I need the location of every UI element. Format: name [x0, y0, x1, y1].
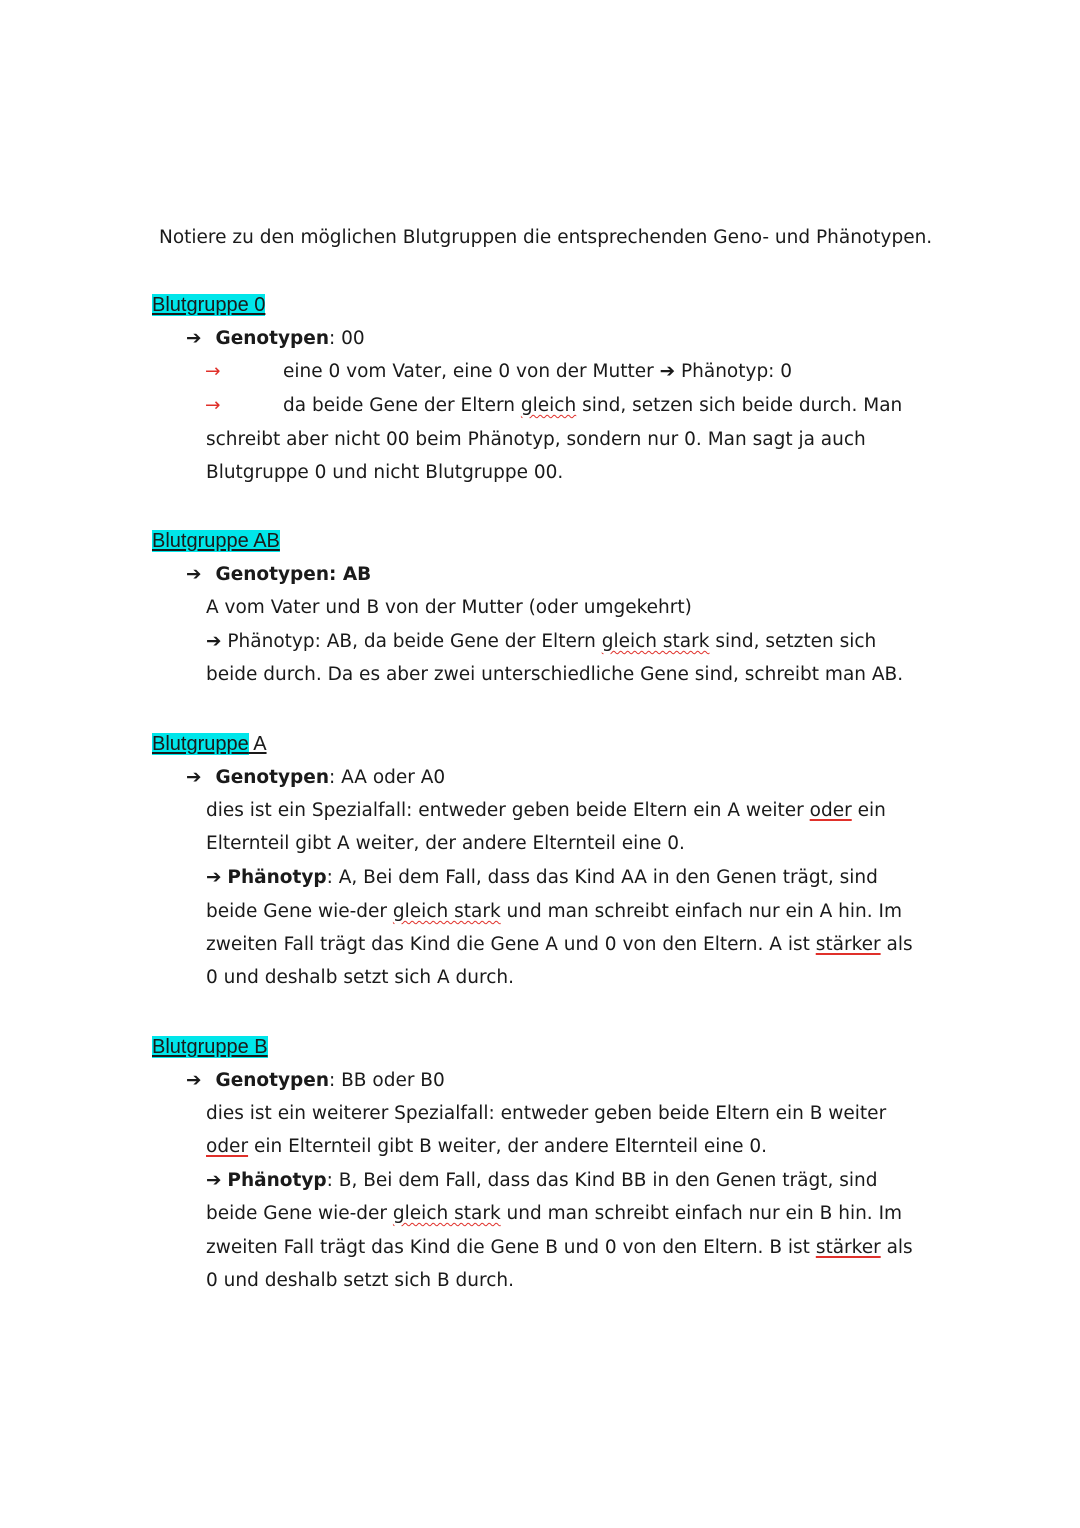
genotype-value: : AA oder A0 — [329, 767, 446, 788]
g0-line1: eine 0 vom Vater, eine 0 von der Mutter ➔ Phänotyp: 0 — [283, 361, 793, 382]
spellcheck-word: oder — [206, 1136, 249, 1157]
text: als — [880, 1237, 913, 1258]
arrow-icon: ➔ — [186, 564, 202, 585]
spellcheck-word: gleich stark — [601, 631, 710, 652]
g0-line3: schreibt aber nicht 00 beim Phänotyp, sondern nur 0. Man sagt ja auch — [206, 429, 866, 450]
heading-text: A — [248, 733, 267, 755]
gab-line2 — [206, 630, 876, 654]
genotype-line-b — [186, 1069, 445, 1093]
gb-line3 — [206, 1169, 878, 1193]
text: : B, Bei dem Fall, dass das Kind BB in den Genen trägt, sind — [326, 1170, 878, 1191]
genotype-value: : BB oder B0 — [329, 1070, 445, 1091]
intro-text: Notiere zu den möglichen Blutgruppen die entsprechenden Geno- und Phänotypen. — [159, 227, 933, 248]
text: dies ist ein Spezialfall: entweder geben beide Eltern ein A weiter — [206, 800, 810, 821]
arrow-icon: ➔ — [206, 631, 222, 652]
heading-blutgruppe-b — [152, 1035, 268, 1060]
arrow-icon: ➔ — [206, 1170, 222, 1191]
spellcheck-word: gleich — [520, 395, 577, 416]
ga-line6: 0 und deshalb setzt sich A durch. — [206, 967, 514, 988]
text: da beide Gene der Eltern — [283, 395, 521, 416]
red-arrow-icon: → — [205, 395, 221, 416]
ga-line4 — [206, 900, 902, 924]
heading-blutgruppe-a — [152, 732, 267, 757]
genotype-label: Genotypen: AB — [215, 564, 372, 585]
heading-text: Blutgruppe AB — [152, 530, 280, 552]
heading-blutgruppe-ab — [152, 529, 280, 554]
phenotype-label: Phänotyp — [227, 867, 327, 888]
spellcheck-word: oder — [809, 800, 852, 821]
text: ein — [851, 800, 886, 821]
phenotype-label: Phänotyp — [227, 1170, 327, 1191]
text: ein Elternteil gibt B weiter, der andere Elternteil eine 0. — [248, 1136, 768, 1157]
text: zweiten Fall trägt das Kind die Gene B und 0 von den Eltern. B ist — [206, 1237, 816, 1258]
genotype-label: Genotypen — [215, 1070, 329, 1091]
genotype-line-a — [186, 766, 445, 790]
ga-line3 — [206, 866, 878, 890]
red-arrow-icon: → — [205, 361, 221, 382]
heading-blutgruppe-0 — [152, 293, 265, 318]
genotype-label: Genotypen — [215, 328, 329, 349]
gb-line6: 0 und deshalb setzt sich B durch. — [206, 1270, 515, 1291]
ga-line2: Elternteil gibt A weiter, der andere Elternteil eine 0. — [206, 833, 685, 854]
gab-line3: beide durch. Da es aber zwei unterschiedliche Gene sind, schreibt man AB. — [206, 664, 904, 685]
gb-line2 — [206, 1135, 767, 1159]
gb-line1: dies ist ein weiterer Spezialfall: entweder geben beide Eltern ein B weiter — [206, 1103, 887, 1124]
text: beide Gene wie-der — [206, 901, 393, 922]
text: Phänotyp: AB, da beide Gene der Eltern — [221, 631, 602, 652]
ga-line5 — [206, 933, 913, 957]
arrow-icon: ➔ — [206, 867, 222, 888]
spellcheck-word: gleich stark — [392, 901, 501, 922]
text: sind, setzen sich beide durch. Man — [576, 395, 903, 416]
g0-line2 — [283, 394, 902, 418]
text: und man schreibt einfach nur ein B hin. Im — [500, 1203, 903, 1224]
genotype-line-ab — [186, 563, 371, 587]
gb-line5 — [206, 1236, 913, 1260]
genotype-value: : 00 — [329, 328, 365, 349]
genotype-label: Genotypen — [215, 767, 329, 788]
gb-line4 — [206, 1202, 902, 1226]
text: und man schreibt einfach nur ein A hin. Im — [500, 901, 903, 922]
text: zweiten Fall trägt das Kind die Gene A und 0 von den Eltern. A ist — [206, 934, 816, 955]
arrow-icon: ➔ — [186, 1070, 202, 1091]
arrow-icon: ➔ — [186, 767, 202, 788]
heading-text: Blutgruppe 0 — [152, 294, 266, 316]
text: beide Gene wie-der — [206, 1203, 393, 1224]
spellcheck-word: stärker — [815, 934, 881, 955]
text: als — [880, 934, 913, 955]
heading-text: Blutgruppe B — [152, 1036, 268, 1058]
text: : A, Bei dem Fall, dass das Kind AA in den Genen trägt, sind — [326, 867, 878, 888]
ga-line1 — [206, 799, 886, 823]
spellcheck-word: gleich stark — [392, 1203, 501, 1224]
arrow-icon: ➔ — [186, 328, 202, 349]
text: sind, setzten sich — [709, 631, 877, 652]
genotype-line-0 — [186, 327, 365, 351]
spellcheck-word: stärker — [815, 1237, 881, 1258]
heading-text: Blutgruppe — [152, 733, 249, 755]
g0-line4: Blutgruppe 0 und nicht Blutgruppe 00. — [206, 462, 564, 483]
gab-line1: A vom Vater und B von der Mutter (oder umgekehrt) — [206, 597, 692, 618]
